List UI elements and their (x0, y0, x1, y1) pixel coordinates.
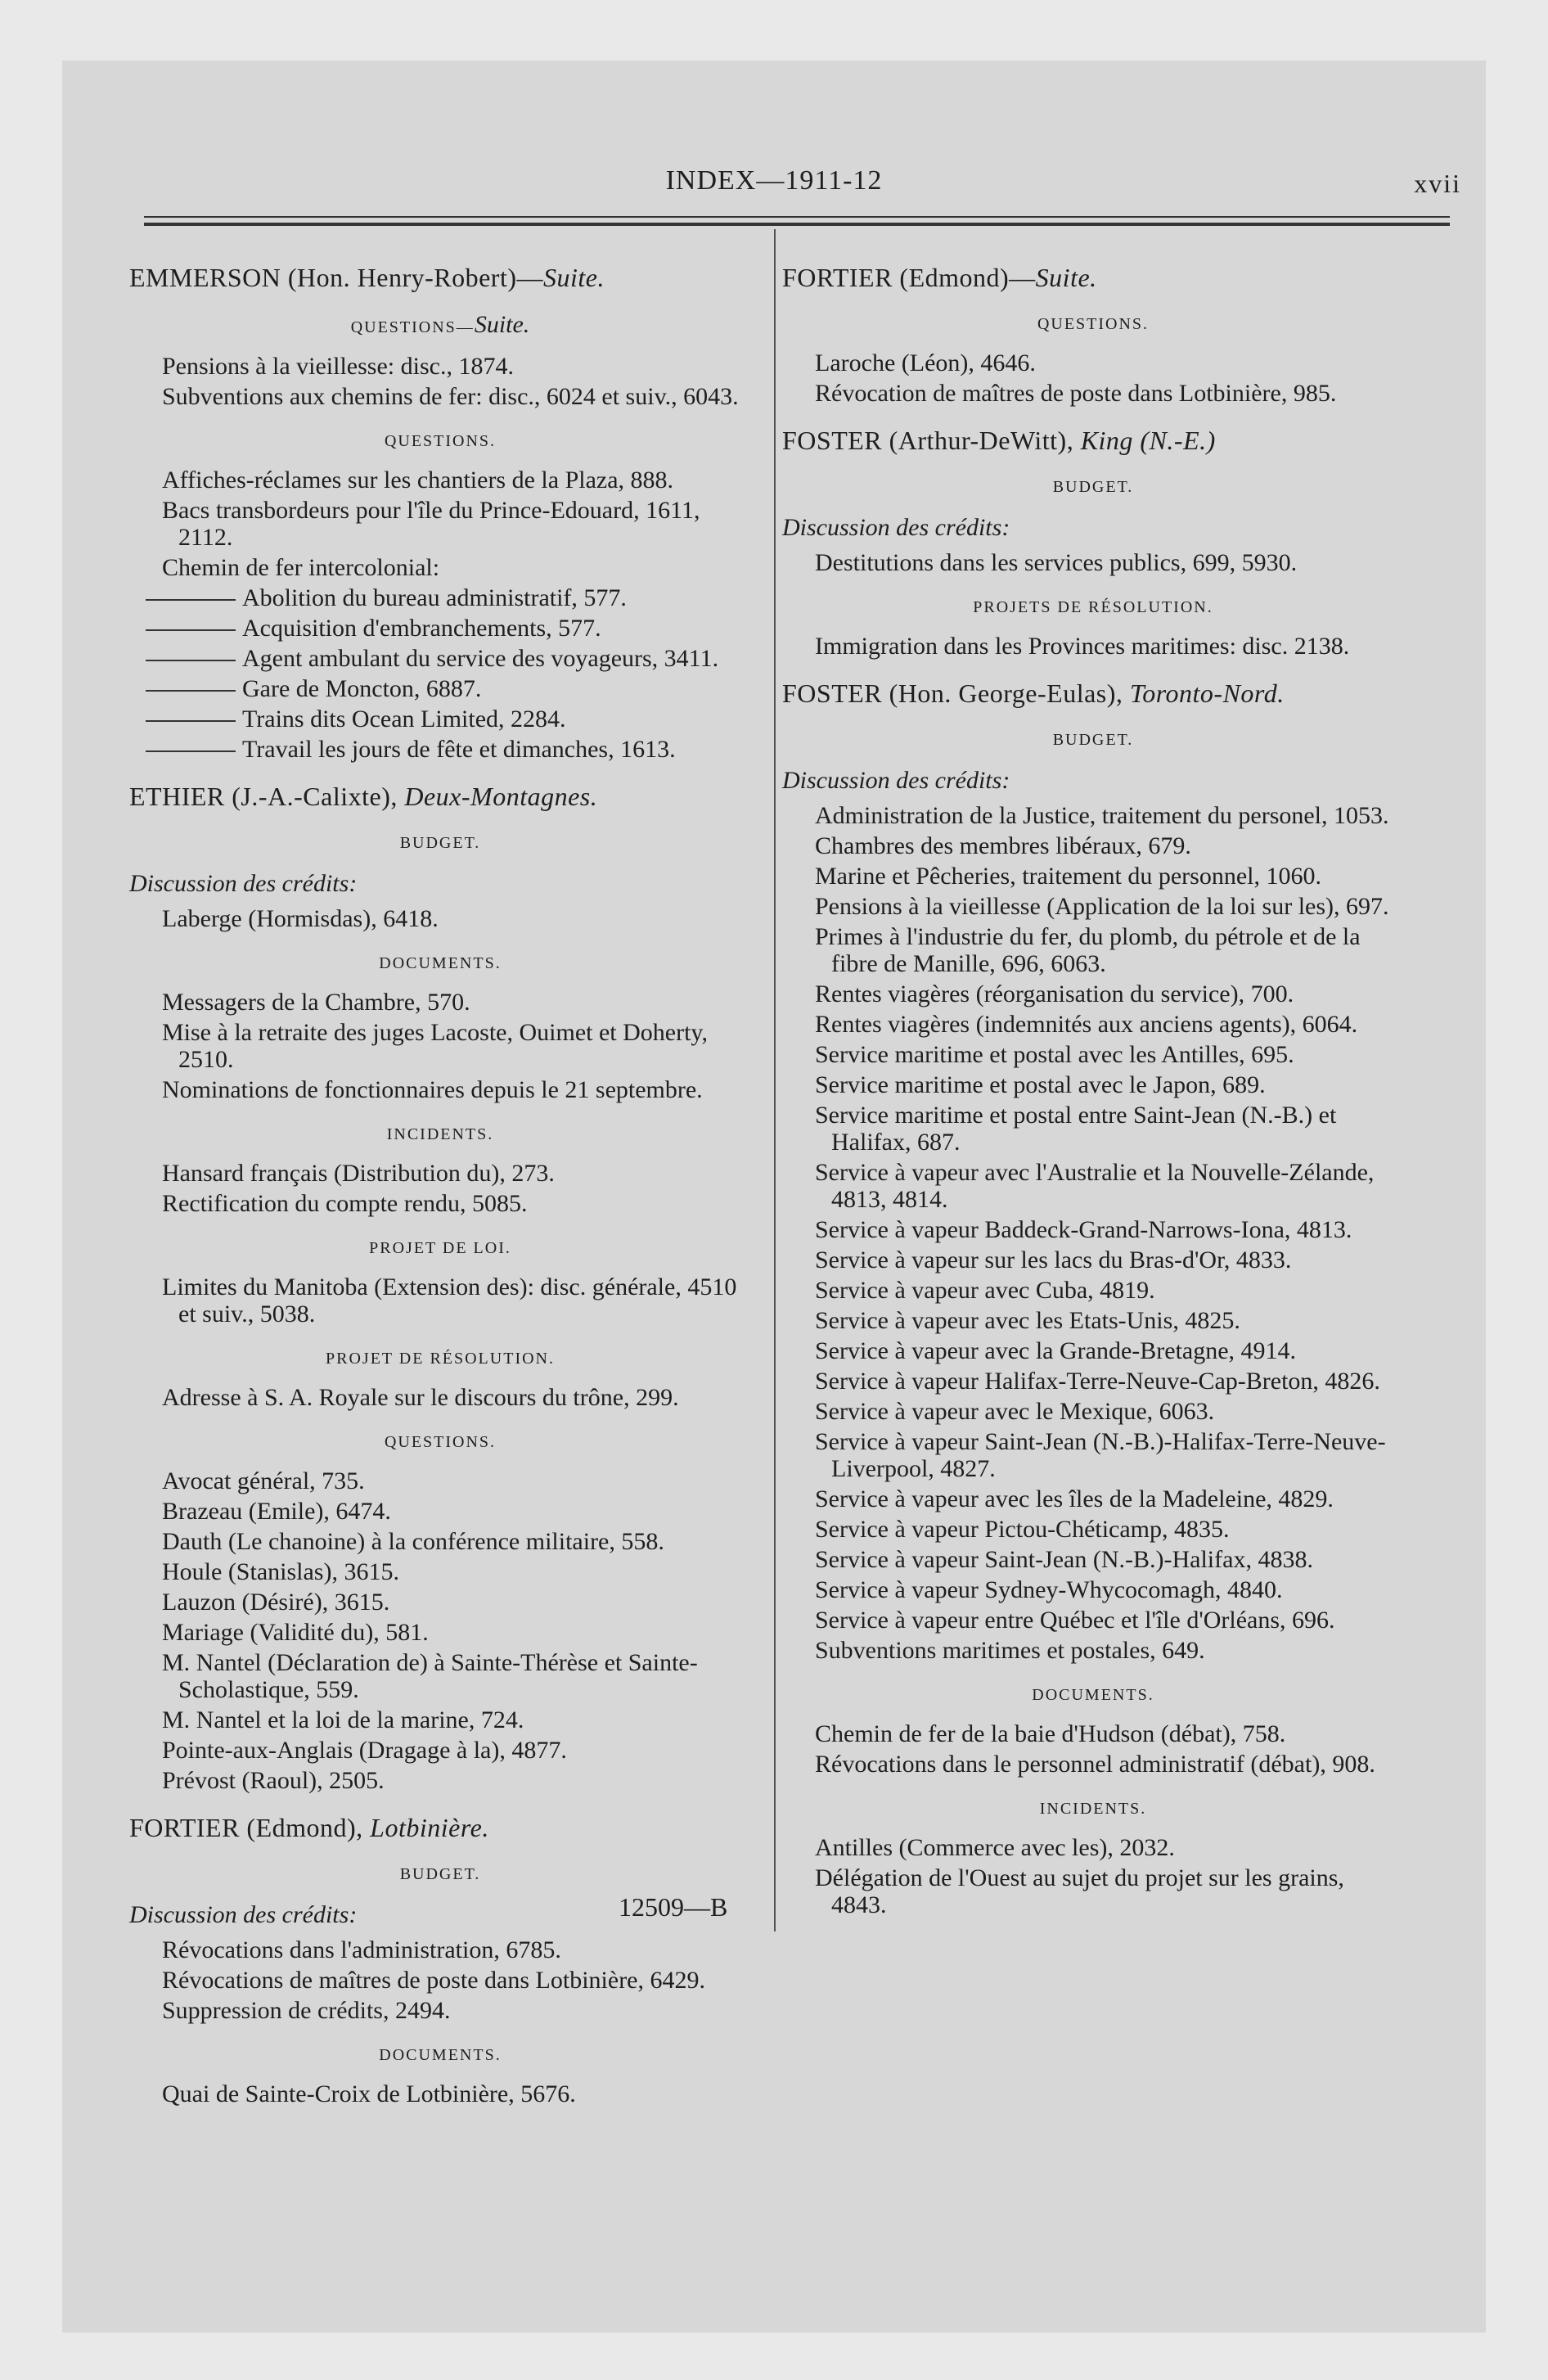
index-entry (146, 905, 751, 932)
index-subentry (146, 705, 751, 732)
foster-g-budget-items (782, 802, 1404, 1664)
index-entry (799, 1607, 1404, 1634)
entry-text: Laroche (Léon), 4646. (815, 349, 1036, 376)
entry-text: Service à vapeur avec les îles de la Madeleine, 4829. (815, 1485, 1334, 1512)
entry-ethier: ETHIER (J.-A.-Calixte), Deux-Montagnes. (129, 782, 598, 811)
index-entry (146, 554, 751, 581)
entry-text: Administration de la Justice, traitement du personel, 1053. (815, 802, 1389, 829)
entry-text: Trains dits Ocean Limited, 2284. (242, 705, 566, 732)
index-subentry (146, 675, 751, 702)
entry-text: Immigration dans les Provinces maritimes: disc. 2138. (815, 633, 1350, 660)
left-column (129, 262, 751, 2111)
index-entry (146, 1467, 751, 1494)
entry-text: Rentes viagères (indemnités aux anciens agents), 6064. (815, 1011, 1358, 1038)
entry-fortier: FORTIER (Edmond), Lotbinière. (129, 1813, 489, 1842)
entry-text: M. Nantel et la loi de la marine, 724. (162, 1706, 524, 1733)
index-entry (146, 1997, 751, 2024)
index-entry (146, 1706, 751, 1733)
index-entry (799, 1041, 1404, 1068)
section-questions-ethier: QUESTIONS. (384, 1433, 497, 1451)
entry-text: Chemin de fer de la baie d'Hudson (débat), 758. (815, 1720, 1286, 1747)
index-entry (146, 1076, 751, 1103)
index-subentry (146, 584, 751, 611)
entry-text: Service à vapeur avec le Mexique, 6063. (815, 1398, 1215, 1425)
index-entry (146, 1936, 751, 1963)
entry-text: Suppression de crédits, 2494. (162, 1997, 451, 2024)
index-entry (146, 1737, 751, 1764)
entry-text: Nominations de fonctionnaires depuis le 21 septembre. (162, 1076, 703, 1103)
index-entry (146, 1589, 751, 1616)
page-title: INDEX—1911-12 (665, 165, 883, 196)
index-entry (146, 1558, 751, 1585)
entry-text: Messagers de la Chambre, 570. (162, 989, 470, 1016)
dash-rule (146, 751, 236, 752)
section-projets-foster-a: PROJETS DE RÉSOLUTION. (973, 598, 1213, 616)
index-entry (799, 863, 1404, 890)
entry-text: Service à vapeur avec l'Australie et la Nouvelle-Zélande, 4813, 4814. (815, 1159, 1375, 1213)
index-entry (799, 1102, 1404, 1156)
entry-text: Mariage (Validité du), 581. (162, 1619, 429, 1646)
index-entry (799, 549, 1404, 576)
entry-text: Agent ambulant du service des voyageurs, 3411. (242, 645, 719, 672)
foster-g-documents-items (782, 1720, 1404, 1778)
entry-text: Gare de Moncton, 6887. (242, 675, 482, 702)
chemin-sub-items (129, 584, 751, 763)
dash-rule (146, 690, 236, 692)
index-entry (146, 1019, 751, 1073)
fortier-documents-items (129, 2080, 751, 2107)
index-entry (146, 1384, 751, 1411)
entry-text: Service à vapeur entre Québec et l'île d'Orléans, 696. (815, 1607, 1335, 1634)
dash-rule (146, 720, 236, 722)
index-entry (799, 893, 1404, 920)
index-entry (799, 1516, 1404, 1543)
entry-text: Laberge (Hormisdas), 6418. (162, 905, 439, 932)
entry-text: Délégation de l'Ouest au sujet du projet sur les grains, 4843. (815, 1864, 1344, 1918)
index-entry (799, 1011, 1404, 1038)
index-entry (799, 980, 1404, 1007)
index-entry (799, 1834, 1404, 1861)
index-entry (799, 1398, 1404, 1425)
page-header (62, 165, 1486, 198)
entry-text: Pensions à la vieillesse: disc., 1874. (162, 353, 514, 380)
ethier-documents-items (129, 989, 751, 1103)
index-entry (799, 1159, 1404, 1213)
index-entry (146, 1967, 751, 1994)
ethier-questions-items (129, 1467, 751, 1794)
entry-text: Subventions aux chemins de fer: disc., 6024 et suiv., 6043. (162, 383, 739, 410)
index-entry (146, 989, 751, 1016)
index-entry (799, 1277, 1404, 1304)
ethier-projet-res-items (129, 1384, 751, 1411)
entry-text: Primes à l'industrie du fer, du plomb, du pétrole et de la fibre de Manille, 696, 6063. (815, 923, 1361, 977)
section-budget: BUDGET. (399, 834, 481, 852)
entry-text: Hansard français (Distribution du), 273. (162, 1160, 555, 1187)
index-entry (799, 633, 1404, 660)
entry-text: Rectification du compte rendu, 5085. (162, 1190, 528, 1217)
entry-text: Pensions à la vieillesse (Application de la loi sur les), 697. (815, 893, 1389, 920)
entry-text: Prévost (Raoul), 2505. (162, 1767, 385, 1794)
index-entry (799, 1071, 1404, 1098)
foster-g-incidents-items (782, 1834, 1404, 1918)
section-questions: QUESTIONS. (384, 432, 497, 450)
entry-text: Abolition du bureau administratif, 577. (242, 584, 627, 611)
entry-text: Service à vapeur Pictou-Chéticamp, 4835. (815, 1516, 1230, 1543)
entry-text: Chambres des membres libéraux, 679. (815, 832, 1191, 859)
index-entry (146, 467, 751, 494)
section-documents: DOCUMENTS. (379, 954, 502, 972)
entry-text: Service à vapeur avec Cuba, 4819. (815, 1277, 1155, 1304)
index-entry (146, 1528, 751, 1555)
index-entry (799, 349, 1404, 376)
header-rule-thin (144, 216, 1450, 218)
entry-text: Révocations de maîtres de poste dans Lotbinière, 6429. (162, 1967, 705, 1994)
entry-text: Dauth (Le chanoine) à la conférence militaire, 558. (162, 1528, 664, 1555)
section-budget-foster-g: BUDGET. (1052, 731, 1134, 749)
section-documents-foster-g: DOCUMENTS. (1032, 1686, 1154, 1704)
index-entry (799, 1720, 1404, 1747)
index-entry (799, 380, 1404, 407)
index-page (62, 61, 1486, 2333)
index-entry (799, 1751, 1404, 1778)
header-rule-thick (144, 223, 1450, 226)
subhead-discussion-foster-g: Discussion des crédits: (782, 767, 1010, 794)
dash-rule (146, 629, 236, 631)
entry-text: Subventions maritimes et postales, 649. (815, 1637, 1205, 1664)
subhead-discussion: Discussion des crédits: (129, 870, 358, 897)
page-number: xvii (1414, 169, 1461, 198)
section-projet-resolution: PROJET DE RÉSOLUTION. (326, 1350, 555, 1368)
entry-emmerson: EMMERSON (Hon. Henry-Robert)—Suite. (129, 263, 605, 292)
section-budget-foster-a: BUDGET. (1052, 478, 1134, 496)
index-entry (146, 1273, 751, 1327)
signature-mark: 12509—B (619, 1892, 728, 1922)
emmerson-items-a (129, 353, 751, 410)
index-entry (799, 802, 1404, 829)
entry-text: Brazeau (Emile), 6474. (162, 1498, 391, 1525)
index-entry (799, 1307, 1404, 1334)
entry-text: Service à vapeur Sydney-Whycocomagh, 4840. (815, 1576, 1283, 1603)
entry-text: Bacs transbordeurs pour l'île du Prince-Edouard, 1611, 2112. (162, 497, 700, 551)
entry-text: Rentes viagères (réorganisation du service), 700. (815, 980, 1294, 1007)
entry-text: Service à vapeur Saint-Jean (N.-B.)-Halifax-Terre-Neuve-Liverpool, 4827. (815, 1428, 1386, 1482)
ethier-incidents-items (129, 1160, 751, 1217)
index-entry (799, 1337, 1404, 1364)
entry-foster-arthur: FOSTER (Arthur-DeWitt), King (N.-E.) (782, 426, 1216, 455)
fortier-suite-questions-items (782, 349, 1404, 407)
index-entry (146, 383, 751, 410)
entry-text: Service à vapeur avec les Etats-Unis, 4825. (815, 1307, 1240, 1334)
index-entry (146, 2080, 751, 2107)
dash-rule (146, 660, 236, 661)
section-questions-fortier-suite: QUESTIONS. (1037, 315, 1150, 333)
index-entry (146, 1190, 751, 1217)
entry-text: Révocations dans l'administration, 6785. (162, 1936, 561, 1963)
entry-text: Mise à la retraite des juges Lacoste, Ouimet et Doherty, 2510. (162, 1019, 708, 1073)
entry-text: Marine et Pêcheries, traitement du personnel, 1060. (815, 863, 1321, 890)
section-budget-fortier: BUDGET. (399, 1865, 481, 1883)
index-entry (799, 1246, 1404, 1273)
foster-a-budget-items (782, 549, 1404, 576)
entry-text: Lauzon (Désiré), 3615. (162, 1589, 390, 1616)
index-entry (146, 497, 751, 551)
entry-text: Révocations dans le personnel administratif (débat), 908. (815, 1751, 1375, 1778)
index-entry (146, 1649, 751, 1703)
entry-foster-george: FOSTER (Hon. George-Eulas), Toronto-Nord. (782, 678, 1285, 708)
column-divider (774, 229, 776, 1931)
entry-text: Affiches-réclames sur les chantiers de la Plaza, 888. (162, 467, 674, 494)
index-entry (799, 1864, 1404, 1918)
entry-text: Acquisition d'embranchements, 577. (242, 615, 601, 642)
index-entry (146, 1619, 751, 1646)
entry-text: Travail les jours de fête et dimanches, 1613. (242, 736, 676, 763)
entry-text: Avocat général, 735. (162, 1467, 365, 1494)
entry-text: Service à vapeur avec la Grande-Bretagne, 4914. (815, 1337, 1297, 1364)
ethier-projet-loi-items (129, 1273, 751, 1327)
emmerson-items-b (129, 467, 751, 581)
entry-text: Service à vapeur sur les lacs du Bras-d'Or, 4833. (815, 1246, 1292, 1273)
entry-text: Service maritime et postal avec le Japon, 689. (815, 1071, 1266, 1098)
entry-text: Antilles (Commerce avec les), 2032. (815, 1834, 1175, 1861)
index-entry (799, 1546, 1404, 1573)
subhead-discussion-fortier: Discussion des crédits: (129, 1901, 358, 1928)
right-column (782, 262, 1404, 1922)
ethier-budget-items (129, 905, 751, 932)
section-projet-loi: PROJET DE LOI. (369, 1239, 511, 1257)
index-entry (146, 353, 751, 380)
subhead-discussion-foster-a: Discussion des crédits: (782, 514, 1010, 541)
entry-text: Chemin de fer intercolonial: (162, 554, 440, 581)
entry-fortier-suite: FORTIER (Edmond)—Suite. (782, 263, 1097, 292)
entry-text: Service à vapeur Halifax-Terre-Neuve-Cap-Breton, 4826. (815, 1368, 1380, 1395)
section-incidents-foster-g: INCIDENTS. (1039, 1800, 1147, 1818)
index-entry (799, 1216, 1404, 1243)
index-entry (799, 1368, 1404, 1395)
entry-text: Limites du Manitoba (Extension des): disc. générale, 4510 et suiv., 5038. (162, 1273, 737, 1327)
fortier-budget-items (129, 1936, 751, 2024)
index-entry (799, 1576, 1404, 1603)
entry-text: Service maritime et postal entre Saint-Jean (N.-B.) et Halifax, 687. (815, 1102, 1337, 1156)
entry-text: Destitutions dans les services publics, 699, 5930. (815, 549, 1298, 576)
dash-rule (146, 599, 236, 601)
section-questions-suite: QUESTIONS—Suite. (350, 311, 530, 338)
entry-text: M. Nantel (Déclaration de) à Sainte-Thérèse et Sainte-Scholastique, 559. (162, 1649, 698, 1703)
section-documents-fortier: DOCUMENTS. (379, 2046, 502, 2064)
index-subentry (146, 645, 751, 672)
index-entry (799, 832, 1404, 859)
entry-text: Adresse à S. A. Royale sur le discours du trône, 299. (162, 1384, 679, 1411)
index-subentry (146, 736, 751, 763)
section-incidents: INCIDENTS. (386, 1125, 494, 1143)
entry-text: Pointe-aux-Anglais (Dragage à la), 4877. (162, 1737, 567, 1764)
foster-a-projets-items (782, 633, 1404, 660)
index-entry (799, 1637, 1404, 1664)
index-subentry (146, 615, 751, 642)
index-entry (799, 923, 1404, 977)
entry-text: Service à vapeur Baddeck-Grand-Narrows-Iona, 4813. (815, 1216, 1352, 1243)
entry-text: Service maritime et postal avec les Antilles, 695. (815, 1041, 1294, 1068)
index-entry (146, 1160, 751, 1187)
index-entry (146, 1498, 751, 1525)
entry-text: Quai de Sainte-Croix de Lotbinière, 5676. (162, 2080, 576, 2107)
index-entry (799, 1428, 1404, 1482)
entry-text: Service à vapeur Saint-Jean (N.-B.)-Halifax, 4838. (815, 1546, 1313, 1573)
index-entry (799, 1485, 1404, 1512)
index-entry (146, 1767, 751, 1794)
entry-text: Révocation de maîtres de poste dans Lotbinière, 985. (815, 380, 1337, 407)
entry-text: Houle (Stanislas), 3615. (162, 1558, 399, 1585)
